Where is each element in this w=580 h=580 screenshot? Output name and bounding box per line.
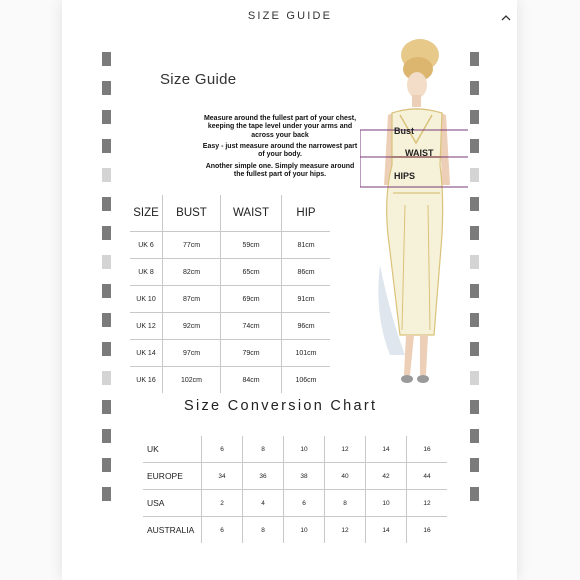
size-table-header <box>130 195 330 232</box>
waist-label: WAIST <box>405 148 434 158</box>
size-table-header-cell: HIP <box>282 195 331 232</box>
hips-label: HIPS <box>394 171 416 181</box>
ruler-square <box>102 342 111 356</box>
conversion-cell: 40 <box>325 463 366 490</box>
ruler-square <box>102 284 111 298</box>
bust-label: Bust <box>394 126 414 136</box>
size-table-cell: 74cm <box>221 313 282 340</box>
size-table-cell: 106cm <box>295 376 317 384</box>
conversion-cell: 38 <box>284 463 325 490</box>
conversion-cell: 16 <box>407 436 448 463</box>
size-table-cell: UK 6 <box>130 232 163 259</box>
ruler-square <box>470 342 479 356</box>
ruler-square <box>102 487 111 501</box>
ruler-square <box>470 52 479 66</box>
conversion-row-label: AUSTRALIA <box>143 517 202 544</box>
size-guide-heading: Size Guide <box>160 71 237 88</box>
left-background <box>0 0 62 580</box>
conversion-cell: 10 <box>284 436 325 463</box>
size-table-cell: UK 8 <box>130 259 163 286</box>
table-row <box>130 313 330 340</box>
ruler-square <box>470 226 479 240</box>
size-table-cell: 69cm <box>221 286 282 313</box>
table-row <box>130 259 330 286</box>
conversion-cell: 6 <box>284 490 325 517</box>
size-table-cell: 87cm <box>163 286 221 313</box>
conversion-cell: 14 <box>366 517 407 544</box>
ruler-square <box>470 110 479 124</box>
ruler-square <box>102 168 111 182</box>
size-table-header-cell: WAIST <box>221 195 282 232</box>
ruler-square <box>470 168 479 182</box>
ruler-square <box>102 458 111 472</box>
conversion-cell: 6 <box>202 517 243 544</box>
right-ruler-strip <box>470 52 479 507</box>
conversion-cell: 10 <box>284 517 325 544</box>
ruler-square <box>470 81 479 95</box>
ruler-square <box>102 139 111 153</box>
ruler-square <box>102 110 111 124</box>
ruler-square <box>102 226 111 240</box>
conversion-cell: 42 <box>366 463 407 490</box>
size-table-cell: 101cm <box>282 340 331 367</box>
conversion-cell: 12 <box>325 517 366 544</box>
conversion-cell: 8 <box>243 517 284 544</box>
conversion-cell: 12 <box>325 436 366 463</box>
conversion-cell: 10 <box>366 490 407 517</box>
ruler-square <box>102 52 111 66</box>
table-row <box>143 436 447 463</box>
size-table-cell: UK 14 <box>130 340 163 367</box>
ruler-square <box>470 284 479 298</box>
conversion-cell: 8 <box>325 490 366 517</box>
conversion-cell: 14 <box>366 436 407 463</box>
ruler-square <box>102 429 111 443</box>
conversion-row-label: USA <box>143 490 202 517</box>
conversion-cell: 8 <box>243 436 284 463</box>
chevron-up-icon[interactable] <box>499 12 513 24</box>
conversion-cell: 4 <box>243 490 284 517</box>
table-row <box>130 286 330 313</box>
size-table-cell: 96cm <box>282 313 331 340</box>
model-illustration <box>360 35 470 390</box>
size-table-cell: 65cm <box>221 259 282 286</box>
size-table-cell: 77cm <box>163 232 221 259</box>
ruler-square <box>470 197 479 211</box>
conversion-cell: 6 <box>202 436 243 463</box>
conversion-cell: 12 <box>407 490 448 517</box>
bust-instruction: Measure around the fullest part of your chest, keeping the tape level under your arms and across your back <box>203 115 357 139</box>
conversion-cell: 2 <box>202 490 243 517</box>
size-table-cell: 84cm <box>221 367 282 394</box>
table-row <box>130 340 330 367</box>
ruler-square <box>470 458 479 472</box>
right-background <box>517 0 580 580</box>
size-table-header-cell: BUST <box>163 195 221 232</box>
size-table-header-cell: SIZE <box>130 195 163 232</box>
table-row <box>130 232 330 259</box>
size-table <box>130 195 330 393</box>
table-row <box>130 367 330 394</box>
size-table-cell: UK 12 <box>130 313 163 340</box>
ruler-square <box>470 429 479 443</box>
page-title: SIZE GUIDE <box>247 10 333 22</box>
size-table-cell: 82cm <box>163 259 221 286</box>
ruler-square <box>470 400 479 414</box>
left-ruler-strip <box>102 52 111 507</box>
ruler-square <box>470 139 479 153</box>
ruler-square <box>470 255 479 269</box>
size-table-cell: 92cm <box>163 313 221 340</box>
conversion-cell: 44 <box>407 463 448 490</box>
size-table-cell: 81cm <box>282 232 331 259</box>
size-table-cell: 59cm <box>221 232 282 259</box>
ruler-square <box>102 400 111 414</box>
size-table-cell: 79cm <box>221 340 282 367</box>
table-row <box>143 463 447 490</box>
ruler-square <box>102 255 111 269</box>
ruler-square <box>102 371 111 385</box>
size-table-cell: 86cm <box>282 259 331 286</box>
conversion-row-label: UK <box>143 436 202 463</box>
size-table-cell: 91cm <box>282 286 331 313</box>
waist-instruction: Easy - just measure around the narrowest part of your body. <box>202 143 358 159</box>
ruler-square <box>102 313 111 327</box>
size-table-cell: UK 16 <box>130 367 163 394</box>
conversion-row-label: EUROPE <box>143 463 202 490</box>
ruler-square <box>102 197 111 211</box>
size-table-cell: 102cm <box>163 367 221 394</box>
conversion-table <box>143 436 447 543</box>
ruler-square <box>470 487 479 501</box>
table-row <box>143 490 447 517</box>
conversion-cell: 36 <box>243 463 284 490</box>
table-row <box>143 517 447 544</box>
hips-instruction: Another simple one. Simply measure around the fullest part of your hips. <box>205 163 355 179</box>
conversion-chart-title: Size Conversion Chart <box>184 398 378 414</box>
conversion-cell: 16 <box>423 526 431 534</box>
size-table-cell: 97cm <box>163 340 221 367</box>
conversion-cell: 34 <box>202 463 243 490</box>
size-table-cell: UK 10 <box>130 286 163 313</box>
ruler-square <box>470 313 479 327</box>
ruler-square <box>102 81 111 95</box>
ruler-square <box>470 371 479 385</box>
